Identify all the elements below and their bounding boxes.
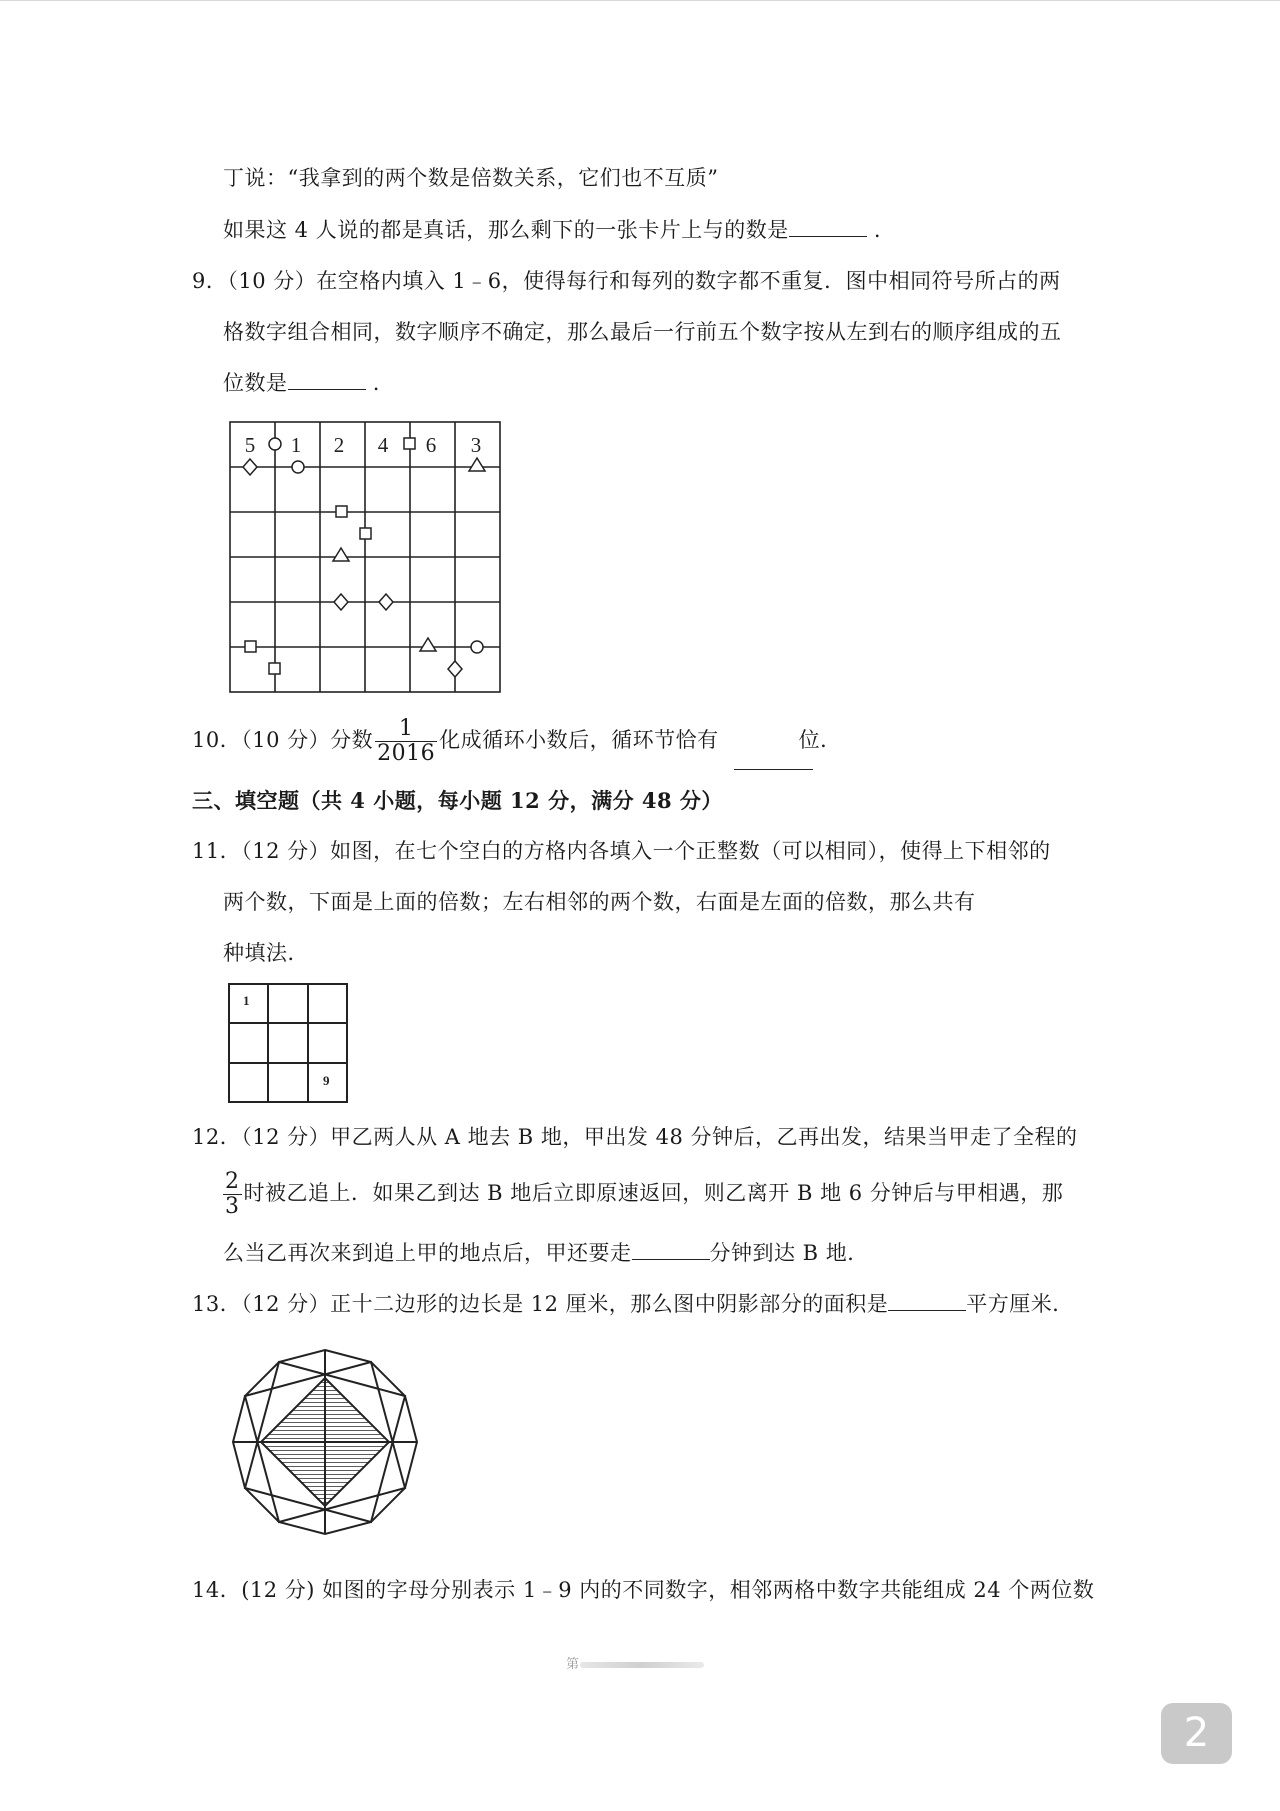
q10-line	[192, 713, 842, 767]
q13-line1a: 13．（12 分）正十二边形的边长是 12 厘米，那么图中阴影部分的面积是	[192, 1292, 889, 1316]
q12-line2-text: 时被乙追上．如果乙到达 B 地后立即原速返回，则乙离开 B 地 6 分钟后与甲相遇，那	[243, 1181, 1064, 1205]
square-symbol	[404, 438, 415, 449]
diamond-symbol	[243, 459, 257, 475]
q8-question-text: 如果这 4 人说的都是真话，那么剩下的一张卡片上与的数是	[223, 218, 789, 242]
q11-3x3-grid	[226, 981, 350, 1105]
q9-end: .	[372, 371, 380, 395]
q12-line3	[223, 1238, 869, 1268]
fraction-numerator: 1	[375, 717, 437, 742]
fraction-numerator: 2	[225, 1169, 240, 1194]
grid-number: 1	[290, 433, 302, 457]
circle-symbol	[471, 641, 483, 653]
grid-number: 3	[470, 433, 482, 457]
q11-line2: 两个数，下面是上面的倍数；左右相邻的两个数，右面是左面的倍数，那么共有	[223, 890, 976, 914]
grid-cell-9: 9	[323, 1073, 330, 1088]
q8-ding-statement: 丁说：“我拿到的两个数是倍数关系，它们也不互质”	[223, 166, 719, 190]
answer-blank	[734, 769, 813, 770]
triangle-symbol	[333, 548, 349, 561]
grid-number: 2	[333, 433, 345, 457]
section-3-title: 三、填空题（共 4 小题，每小题 12 分，满分 48 分）	[192, 788, 723, 813]
fraction-denominator: 3	[225, 1194, 240, 1219]
triangle-symbol	[420, 638, 436, 651]
q9-line3-text: 位数是	[223, 371, 288, 395]
q10-prefix: 10．（10 分）分数	[192, 728, 374, 752]
square-symbol	[336, 506, 347, 517]
q12-line3a: 么当乙再次来到追上甲的地点后，甲还要走	[223, 1241, 632, 1265]
answer-blank	[632, 1239, 710, 1260]
q11-line1: 11．（12 分）如图，在七个空白的方格内各填入一个正整数（可以相同），使得上下相邻的	[192, 839, 1051, 863]
square-symbol	[269, 663, 280, 674]
q9-line3	[223, 368, 380, 398]
circle-symbol	[269, 438, 281, 450]
q12-line1: 12．（12 分）甲乙两人从 A 地去 B 地，甲出发 48 分钟后，乙再出发，结果当甲走了全程的	[192, 1125, 1078, 1149]
q9-symbol-grid	[228, 418, 504, 694]
diamond-symbol	[334, 594, 348, 610]
page-footer	[566, 1657, 708, 1673]
q11-line3: 种填法．	[223, 941, 309, 965]
q13-dodecagon-figure	[229, 1346, 423, 1544]
fraction-2-3	[223, 1170, 242, 1219]
diamond-symbol	[379, 594, 393, 610]
footer-blur	[580, 1662, 704, 1668]
answer-blank	[288, 369, 366, 390]
q10-suffix: 位．	[798, 728, 842, 752]
q9-line2: 格数字组合相同，数字顺序不确定，那么最后一行前五个数字按从左到右的顺序组成的五	[223, 320, 1062, 344]
answer-blank	[888, 1290, 966, 1311]
q12-line2	[223, 1165, 1063, 1221]
triangle-symbol	[469, 458, 485, 471]
diamond-symbol	[448, 661, 462, 677]
circle-symbol	[292, 461, 304, 473]
q12-line3b: 分钟到达 B 地．	[709, 1241, 869, 1265]
answer-blank	[789, 216, 867, 237]
top-border	[0, 0, 1280, 1]
q13-line1b: 平方厘米．	[966, 1292, 1074, 1316]
grid-number: 4	[377, 433, 389, 457]
q14-line1: 14．(12 分) 如图的字母分别表示 1﹣9 内的不同数字，相邻两格中数字共能组成 24 个两位数	[192, 1578, 1095, 1602]
grid-number: 6	[425, 433, 437, 457]
q8-question	[223, 215, 881, 245]
fraction-denominator: 2016	[377, 741, 436, 766]
square-symbol	[245, 641, 256, 652]
fraction-1-2016	[375, 717, 437, 766]
page-number-badge[interactable]: 2	[1161, 1703, 1232, 1764]
grid-number: 5	[244, 433, 256, 457]
q9-line1: 9．（10 分）在空格内填入 1﹣6，使得每行和每列的数字都不重复．图中相同符号所占的两	[192, 269, 1061, 293]
q13-line1	[192, 1289, 1074, 1319]
q8-end: .	[873, 218, 882, 242]
q10-mid: 化成循环小数后，循环节恰有	[439, 728, 719, 752]
square-symbol	[360, 528, 371, 539]
footer-glyph: 第	[566, 1657, 580, 1672]
grid-cell-1: 1	[243, 993, 250, 1008]
